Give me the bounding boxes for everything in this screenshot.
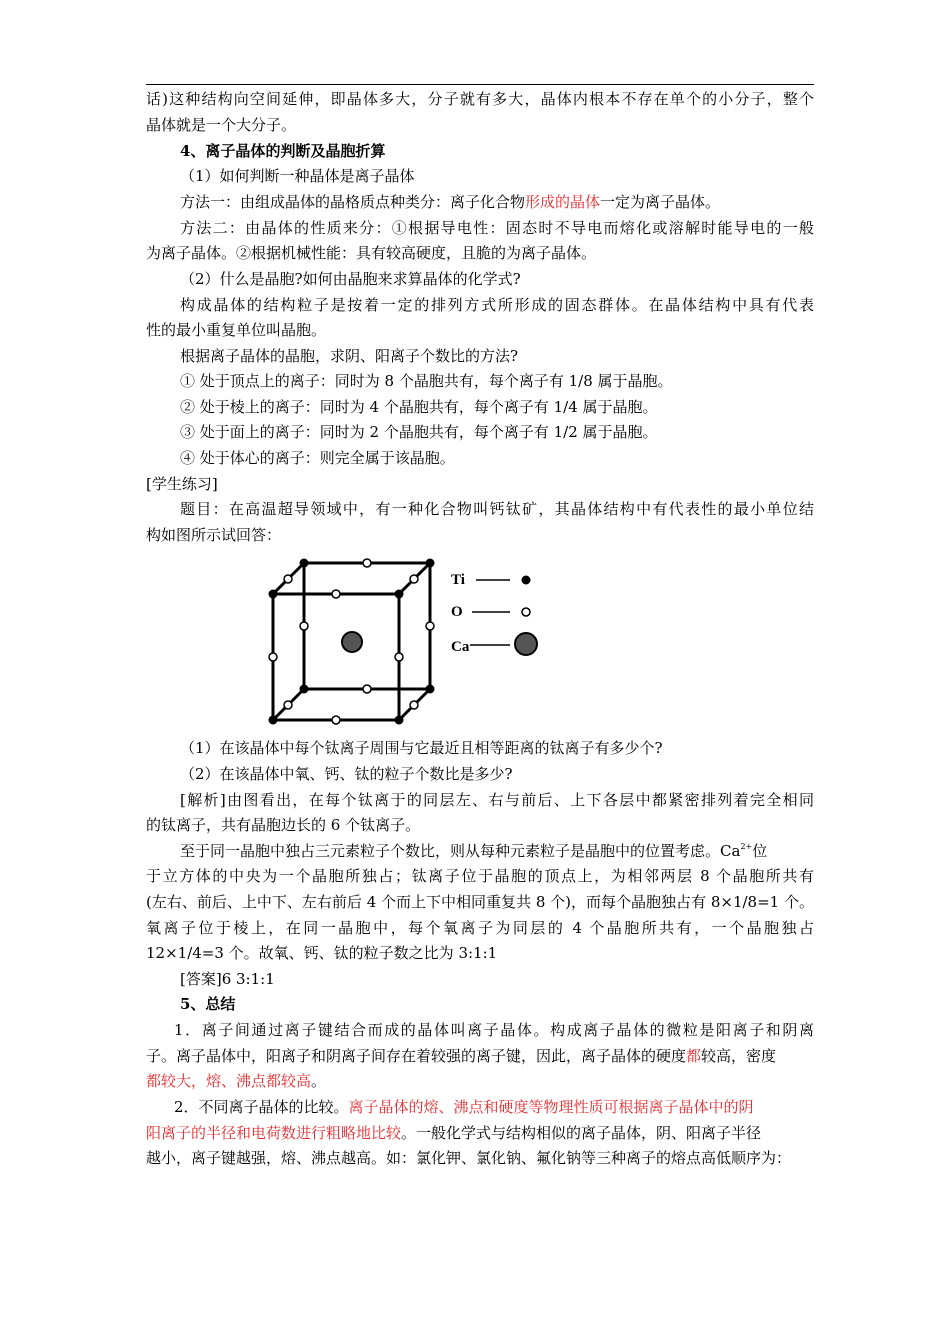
o-atom <box>395 653 403 661</box>
summary-line: 2．不同离子晶体的比较。离子晶体的熔、沸点和硬度等物理性质可根据离子晶体中的阴 <box>174 1098 754 1116</box>
analysis-line: 于立方体的中央为一个晶胞所独占；钛离子位于晶胞的顶点上，为相邻两层 8 个晶胞所共有 <box>146 867 814 885</box>
o-atom <box>284 575 292 583</box>
answer: [答案]6 3:1:1 <box>180 970 275 988</box>
method-two-line: 方法二：由晶体的性质来分：①根据导电性：固态时不导电而熔化或溶解时能导电的一般 <box>180 219 814 237</box>
highlight-text: 都 <box>686 1047 702 1065</box>
analysis-line: 12×1/4=3 个。故氧、钙、钛的粒子数之比为 3:1:1 <box>146 944 498 962</box>
section-heading-5: 5、总结 <box>180 995 236 1013</box>
o-atom <box>410 575 418 583</box>
topic-line: 题目：在高温超导领域中，有一种化合物叫钙钛矿，其晶体结构中有代表性的最小单位结 <box>180 500 814 518</box>
analysis-line: [解析]由图看出，在每个钛离于的同层左、右与前后、上下各层中都紧密排列着完全相同 <box>180 791 814 809</box>
rule-item: ④ 处于体心的离子：则完全属于该晶胞。 <box>180 449 455 467</box>
method-one: 方法一：由组成晶体的晶格质点种类分：离子化合物形成的晶体一定为离子晶体。 <box>180 193 721 211</box>
ti-atom <box>269 590 278 599</box>
summary-line: 子。离子晶体中，阳离子和阴离子间存在着较强的离子键，因此，离子晶体的硬度都较高，密度 <box>146 1047 777 1065</box>
o-atom <box>363 685 371 693</box>
method-title: 根据离子晶体的晶胞，求阴、阳离子个数比的方法? <box>180 347 519 365</box>
ti-atom <box>300 685 309 694</box>
analysis-line: 氧离子位于棱上，在同一晶胞中，每个氧离子为同层的 4 个晶胞所共有，一个晶胞独占 <box>146 919 814 937</box>
legend-ti-symbol <box>522 576 531 585</box>
rule-item: ① 处于顶点上的离子：同时为 8 个晶胞共有，每个离子有 1/8 属于晶胞。 <box>180 372 673 390</box>
analysis-line: 至于同一晶胞中独占三元素粒子个数比，则从每种元素粒子是晶胞中的位置考虑。$Ca^{2+}$位 <box>180 842 768 860</box>
highlight-text: 阳离子的半径和电荷数进行粗略地比较 <box>146 1124 402 1142</box>
rule-item: ③ 处于面上的离子：同时为 2 个晶胞共有，每个离子有 1/2 属于晶胞。 <box>180 423 658 441</box>
legend-ca: Ca <box>451 639 470 655</box>
legend-o: O <box>451 604 463 620</box>
legend-ti: Ti <box>451 572 465 588</box>
ti-atom <box>426 559 435 568</box>
ti-atom <box>269 716 278 725</box>
ca-atom <box>342 632 362 652</box>
question-1: （1）如何判断一种晶体是离子晶体 <box>180 167 415 185</box>
o-atom <box>426 622 434 630</box>
method-two-line: 为离子晶体。②根据机械性能：具有较高硬度，且脆的为离子晶体。 <box>146 244 597 262</box>
o-atom <box>300 622 308 630</box>
o-atom <box>332 590 340 598</box>
legend-ca-symbol <box>515 633 537 655</box>
section-heading-4: 4、离子晶体的判断及晶胞折算 <box>180 142 386 160</box>
highlight-text: 离子晶体的熔、沸点和硬度等物理性质可根据离子晶体中的阴 <box>348 1098 754 1116</box>
crystal-cell-figure <box>262 556 552 732</box>
definition-line: 性的最小重复单位叫晶胞。 <box>146 321 327 339</box>
header-rule <box>146 84 814 85</box>
definition-line: 构成晶体的结构粒子是按着一定的排列方式所形成的固态群体。在晶体结构中具有代表 <box>180 296 814 314</box>
ti-atom <box>426 685 435 694</box>
o-atom <box>332 716 340 724</box>
sub-question-1: （1）在该晶体中每个钛离子周围与它最近且相等距离的钛离子有多少个? <box>180 739 663 757</box>
highlight-text: 形成的晶体 <box>525 193 601 211</box>
highlight-text: 都较大，熔、沸点都较高 <box>146 1072 312 1090</box>
question-2: （2）什么是晶胞?如何由晶胞来求算晶体的化学式? <box>180 270 521 288</box>
legend-o-symbol <box>522 608 530 616</box>
sub-question-2: （2）在该晶体中氧、钙、钛的粒子个数比是多少? <box>180 765 513 783</box>
summary-line: 都较大，熔、沸点都较高。 <box>146 1072 327 1090</box>
o-atom <box>363 559 371 567</box>
ti-atom <box>395 716 404 725</box>
analysis-line: 的钛离子，共有晶胞边长的 6 个钛离子。 <box>146 816 421 834</box>
rule-item: ② 处于棱上的离子：同时为 4 个晶胞共有，每个离子有 1/4 属于晶胞。 <box>180 398 658 416</box>
analysis-line: (左右、前后、上中下、左右前后 4 个而上下中相同重复共 8 个)，而每个晶胞独占有 8×1/8=1 个。 <box>146 893 814 911</box>
para-line: 晶体就是一个大分子。 <box>146 116 297 134</box>
summary-line: 越小，离子键越强，熔、沸点越高。如：氯化钾、氯化钠、氟化钠等三种离子的熔点高低顺序为： <box>146 1149 792 1167</box>
o-atom <box>284 701 292 709</box>
summary-line: 阳离子的半径和电荷数进行粗略地比较。一般化学式与结构相似的离子晶体，阴、阳离子半径 <box>146 1124 762 1142</box>
summary-line: 1．离子间通过离子键结合而成的晶体叫离子晶体。构成离子晶体的微粒是阳离子和阴离 <box>174 1021 814 1039</box>
ti-atom <box>395 590 404 599</box>
o-atom <box>269 653 277 661</box>
ti-atom <box>300 559 309 568</box>
o-atom <box>410 701 418 709</box>
practice-label: [学生练习] <box>146 475 218 493</box>
topic-line: 构如图所示试回答： <box>146 526 282 544</box>
para-line: 话)这种结构向空间延伸，即晶体多大，分子就有多大，晶体内根本不存在单个的小分子，整个 <box>146 90 814 108</box>
